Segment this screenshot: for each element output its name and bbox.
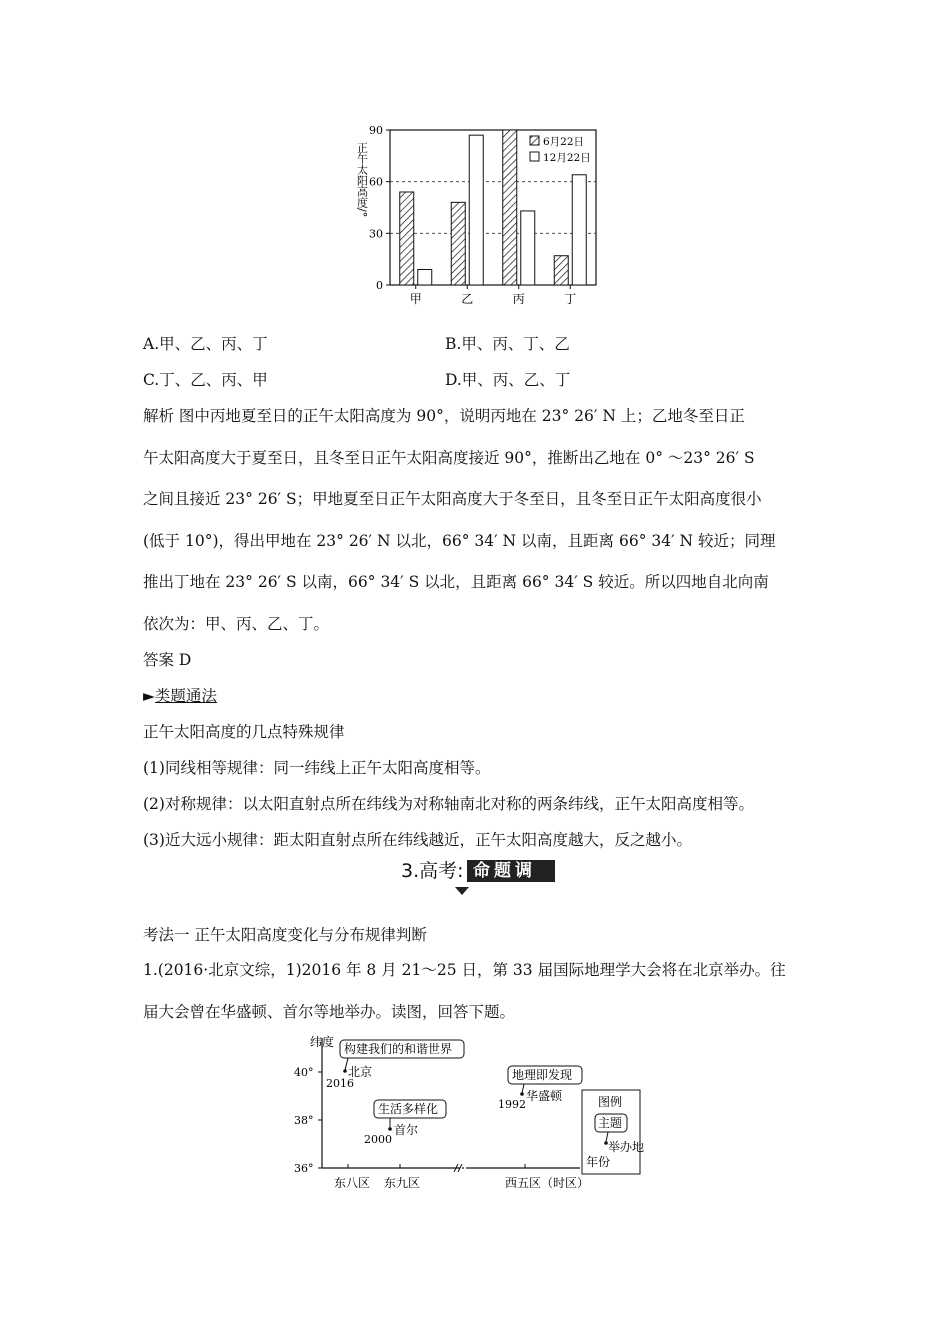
bar: [469, 135, 483, 285]
y-tick-label: 90: [369, 124, 383, 137]
x-tick-label: 丙: [512, 292, 525, 306]
y-tick-label: 38°: [294, 1114, 314, 1127]
y-tick-label: 36°: [294, 1162, 314, 1175]
rule-item: (3)近大远小规律：距太阳直射点所在纬线越近，正午太阳高度越大，反之越小。: [143, 831, 692, 849]
y-tick-label: 30: [369, 227, 383, 241]
option-d: D.甲、丙、乙、丁: [445, 371, 571, 389]
analysis-line: 解析 图中丙地夏至日的正午太阳高度为 90°，说明丙地在 23° 26′ N 上；乙地冬至日正: [143, 407, 745, 425]
legend-year: 年份: [586, 1155, 611, 1169]
year-label: 2016: [326, 1077, 354, 1090]
question-line: 1.(2016·北京文综，1)2016 年 8 月 21～25 日，第 33 届国际地理学大会将在北京举办。往: [143, 961, 786, 979]
option-b: B.甲、丙、丁、乙: [445, 335, 570, 353]
rule-item: (1)同线相等规律：同一纬线上正午太阳高度相等。: [143, 759, 491, 777]
method-title: 正午太阳高度的几点特殊规律: [143, 723, 345, 741]
question-line: 届大会曾在华盛顿、首尔等地举办。读图，回答下题。: [143, 1002, 516, 1021]
bar: [400, 192, 414, 285]
bar: [451, 202, 465, 285]
method-heading-label: 类题通法: [154, 687, 217, 705]
triangle-arrow-icon: ►: [143, 687, 155, 705]
x-label: 东九区: [384, 1176, 421, 1190]
bar: [521, 211, 535, 285]
analysis-line: 之间且接近 23° 26′ S；甲地夏至日正午太阳高度大于冬至日，且冬至日正午太阳高度很小: [143, 490, 762, 508]
rule-item: (2)对称规律：以太阳直射点所在纬线为对称轴南北对称的两条纬线，正午太阳高度相等。: [143, 795, 754, 813]
answer: 答案 D: [143, 651, 192, 669]
place-label: 华盛顿: [526, 1089, 563, 1103]
y-tick-label: 60: [369, 175, 383, 189]
legend-title: 图例: [598, 1095, 623, 1109]
analysis-line: 推出丁地在 23° 26′ S 以南，66° 34′ S 以北，且距离 66° 34′ S 较近。所以四地自北向南: [143, 573, 769, 591]
bar: [503, 130, 517, 285]
bar: [572, 175, 586, 285]
year-label: 2000: [364, 1133, 392, 1146]
theme-label: 地理即发现: [512, 1068, 573, 1082]
analysis-line: 依次为：甲、丙、乙、丁。: [143, 614, 330, 633]
location-dot: [388, 1127, 392, 1131]
year-label: 1992: [498, 1098, 526, 1111]
y-tick-label: 40°: [294, 1066, 314, 1079]
option-a: A.甲、乙、丙、丁: [143, 335, 268, 353]
legend-place: 举办地: [608, 1140, 645, 1154]
legend-label: 6月22日: [543, 136, 585, 148]
theme-label: 构建我们的和谐世界: [344, 1042, 453, 1056]
analysis-line: (低于 10°)，得出甲地在 23° 26′ N 以北，66° 34′ N 以南，且距离 66° 34′ N 较近；同理: [143, 531, 776, 550]
method-heading: [143, 686, 217, 706]
x-tick-label: 甲: [409, 292, 422, 306]
legend-swatch: [530, 152, 539, 161]
congress-figure: [290, 1030, 660, 1195]
theme-label: 生活多样化: [378, 1102, 439, 1116]
analysis-line: 午太阳高度大于夏至日，且冬至日正午太阳高度接近 90°，推断出乙地在 0° ～23° 26′ S: [143, 448, 755, 467]
location-dot: [520, 1092, 524, 1096]
x-label: 西五区（时区）: [505, 1176, 590, 1190]
sun-altitude-chart: [350, 120, 610, 320]
x-label: 东八区: [334, 1176, 371, 1190]
section-title: 考法一 正午太阳高度变化与分布规律判断: [143, 926, 427, 944]
banner-right: 命题调研: [467, 860, 555, 882]
y-tick-label: 0: [376, 279, 383, 292]
bar: [418, 270, 432, 286]
place-label: 北京: [348, 1065, 373, 1079]
section-banner: [395, 857, 555, 903]
x-tick-label: 丁: [564, 292, 577, 306]
legend-theme: 主题: [598, 1116, 623, 1130]
banner-down-triangle-icon: [454, 886, 470, 896]
legend-label: 12月22日: [543, 152, 591, 164]
y-title: 纬度: [310, 1035, 335, 1049]
place-label: 首尔: [394, 1123, 419, 1137]
location-dot: [343, 1069, 347, 1073]
bar: [554, 256, 568, 285]
analysis-paragraph: [143, 406, 808, 655]
banner-left: 3.高考:: [401, 860, 464, 882]
legend-swatch: [530, 136, 539, 145]
option-c: C.丁、乙、丙、甲: [143, 371, 268, 389]
x-tick-label: 乙: [461, 292, 474, 306]
y-axis-label: 正午太阳高度/°: [355, 142, 369, 218]
